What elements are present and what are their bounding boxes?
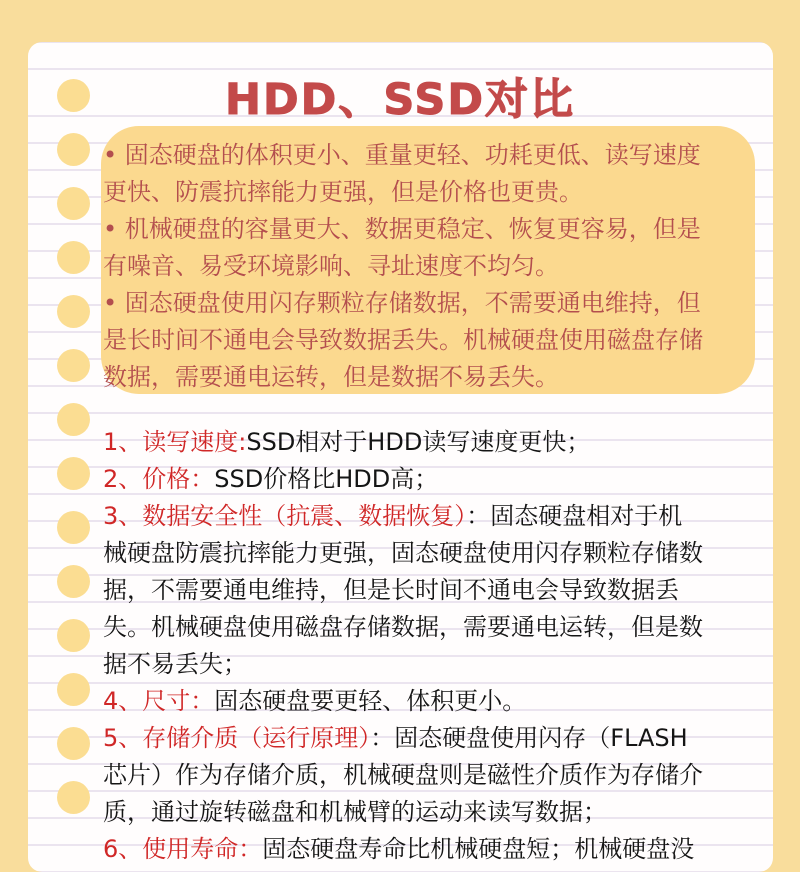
item-text: SSD价格比HDD高； [214, 465, 439, 493]
item-label: 4、尺寸： [103, 687, 215, 715]
summary-line: 数据，需要通电运转，但是数据不易丢失。 [103, 363, 559, 391]
binder-hole [57, 133, 90, 166]
comparison-item-price [103, 461, 763, 498]
item-text: SSD相对于HDD读写速度更快； [246, 428, 591, 456]
item-label: 3、数据安全性（抗震、数据恢复） [103, 502, 467, 530]
item-text: 固态硬盘要更轻、体积更小。 [214, 687, 527, 715]
binder-hole [57, 187, 90, 220]
summary-line: 是长时间不通电会导致数据丢失。机械硬盘使用磁盘存储 [103, 326, 703, 354]
page-title: HDD、SSD对比 [224, 75, 576, 125]
summary-line: • 固态硬盘的体积更小、重量更轻、功耗更低、读写速度 [103, 141, 701, 169]
item-label: 1、读写速度: [103, 428, 247, 456]
item-text: 芯片）作为存储介质，机械硬盘则是磁性介质作为存储介 [103, 761, 703, 789]
comparison-item-speed [103, 424, 763, 461]
comparison-item-safety [103, 498, 763, 535]
comparison-item-lifespan [103, 831, 763, 868]
binder-hole [57, 349, 90, 382]
item-text: 质，通过旋转磁盘和机械臂的运动来读写数据； [103, 798, 607, 826]
comparison-item-size [103, 683, 763, 720]
item-text: 失。机械硬盘使用磁盘存储数据，需要通电运转，但是数 [103, 613, 703, 641]
item-label: 5、存储介质（运行原理） [103, 724, 371, 752]
item-text: 据不易丢失； [103, 650, 247, 678]
item-text: 据，不需要通电维持，但是长时间不通电会导致数据丢 [103, 576, 679, 604]
item-label: 2、价格： [103, 465, 215, 493]
summary-line: 有噪音、易受环境影响、寻址速度不均匀。 [103, 252, 559, 280]
binder-hole [57, 565, 90, 598]
binder-hole [57, 781, 90, 814]
summary-bullets [103, 137, 753, 396]
binder-hole [57, 727, 90, 760]
item-text: ：固态硬盘使用闪存（FLASH [370, 724, 688, 752]
summary-line: • 机械硬盘的容量更大、数据更稳定、恢复更容易，但是 [103, 215, 701, 243]
binder-hole [57, 673, 90, 706]
binder-hole [57, 457, 90, 490]
item-text: 械硬盘防震抗摔能力更强，固态硬盘使用闪存颗粒存储数 [103, 539, 703, 567]
summary-line: 更快、防震抗摔能力更强，但是价格也更贵。 [103, 178, 583, 206]
binder-hole [57, 241, 90, 274]
binder-hole [57, 403, 90, 436]
comparison-list [103, 424, 763, 868]
binder-hole [57, 511, 90, 544]
comparison-item-medium [103, 720, 763, 757]
binder-hole [57, 619, 90, 652]
item-label: 6、使用寿命： [103, 835, 263, 863]
binder-hole [57, 295, 90, 328]
item-text: 固态硬盘寿命比机械硬盘短；机械硬盘没 [262, 835, 695, 863]
item-text: ：固态硬盘相对于机 [466, 502, 683, 530]
summary-line: • 固态硬盘使用闪存颗粒存储数据，不需要通电维持，但 [103, 289, 701, 317]
